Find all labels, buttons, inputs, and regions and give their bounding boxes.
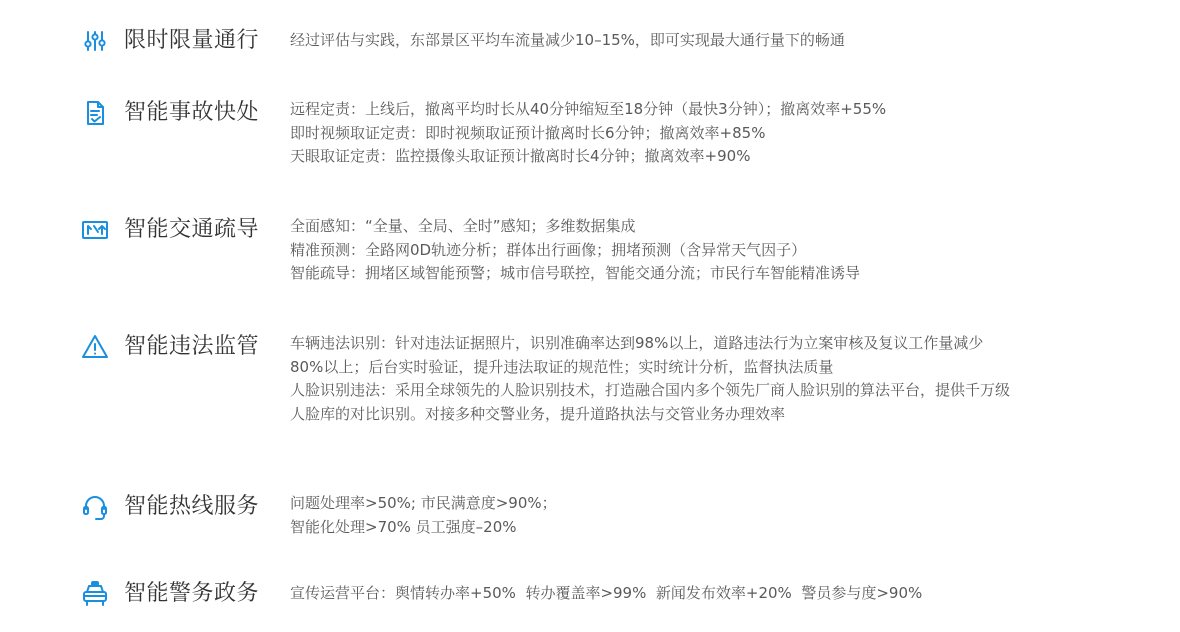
headset-icon [80, 492, 110, 522]
section-line: 即时视频取证定责：即时视频取证预计撤离时长6分钟；撤离效率+85% [290, 123, 766, 142]
section-line: 车辆违法识别：针对违法证据照片，识别准确率达到98%以上，道路违法行为立案审核及复议工作量减少 [290, 334, 984, 352]
section-title: 智能交通疏导 [124, 217, 260, 242]
section-line: 智能化处理>70% 员工强度–20% [290, 517, 517, 536]
section-title: 智能事故快处 [124, 100, 260, 125]
section-line: 智能疏导：拥堵区域智能预警；城市信号联控，智能交通分流；市民行车智能精准诱导 [290, 264, 861, 282]
document-icon [80, 98, 110, 128]
section-line: 经过评估与实践，东部景区平均车流量减少10–15%，即可实现最大通行量下的畅通 [290, 31, 845, 49]
sliders-icon [80, 26, 110, 56]
section-title: 智能警务政务 [124, 581, 260, 606]
section-line: 80%以上；后台实时验证，提升违法取证的规范性；实时统计分析，监督执法质量 [290, 357, 834, 376]
police-car-icon [80, 579, 110, 609]
section-title: 智能热线服务 [124, 494, 260, 519]
section-line: 精准预测：全路网0D轨迹分析；群体出行画像；拥堵预测（含异常天气因子） [290, 240, 807, 259]
section-line: 天眼取证定责：监控摄像头取证预计撤离时长4分钟；撤离效率+90% [290, 147, 751, 165]
section-line: 问题处理率>50%; 市民满意度>90%； [290, 494, 557, 512]
section-line: 远程定责：上线后，撤离平均时长从40分钟缩短至18分钟（最快3分钟）；撤离效率+55% [290, 100, 887, 118]
section-title: 限时限量通行 [124, 28, 260, 53]
section-title: 智能违法监管 [124, 334, 260, 359]
section-line: 全面感知：“全量、全局、全时”感知；多维数据集成 [290, 217, 636, 235]
warning-icon [80, 332, 110, 362]
traffic-guide-icon [80, 215, 110, 245]
section-line: 人脸识别违法：采用全球领先的人脸识别技术，打造融合国内多个领先厂商人脸识别的算法平台，提供千万级 [290, 381, 1011, 399]
section-line: 人脸库的对比识别。对接多种交警业务，提升道路执法与交管业务办理效率 [290, 404, 786, 423]
section-line: 宣传运营平台：舆情转办率+50% 转办覆盖率>99% 新闻发布效率+20% 警员参与度>90% [290, 584, 923, 602]
